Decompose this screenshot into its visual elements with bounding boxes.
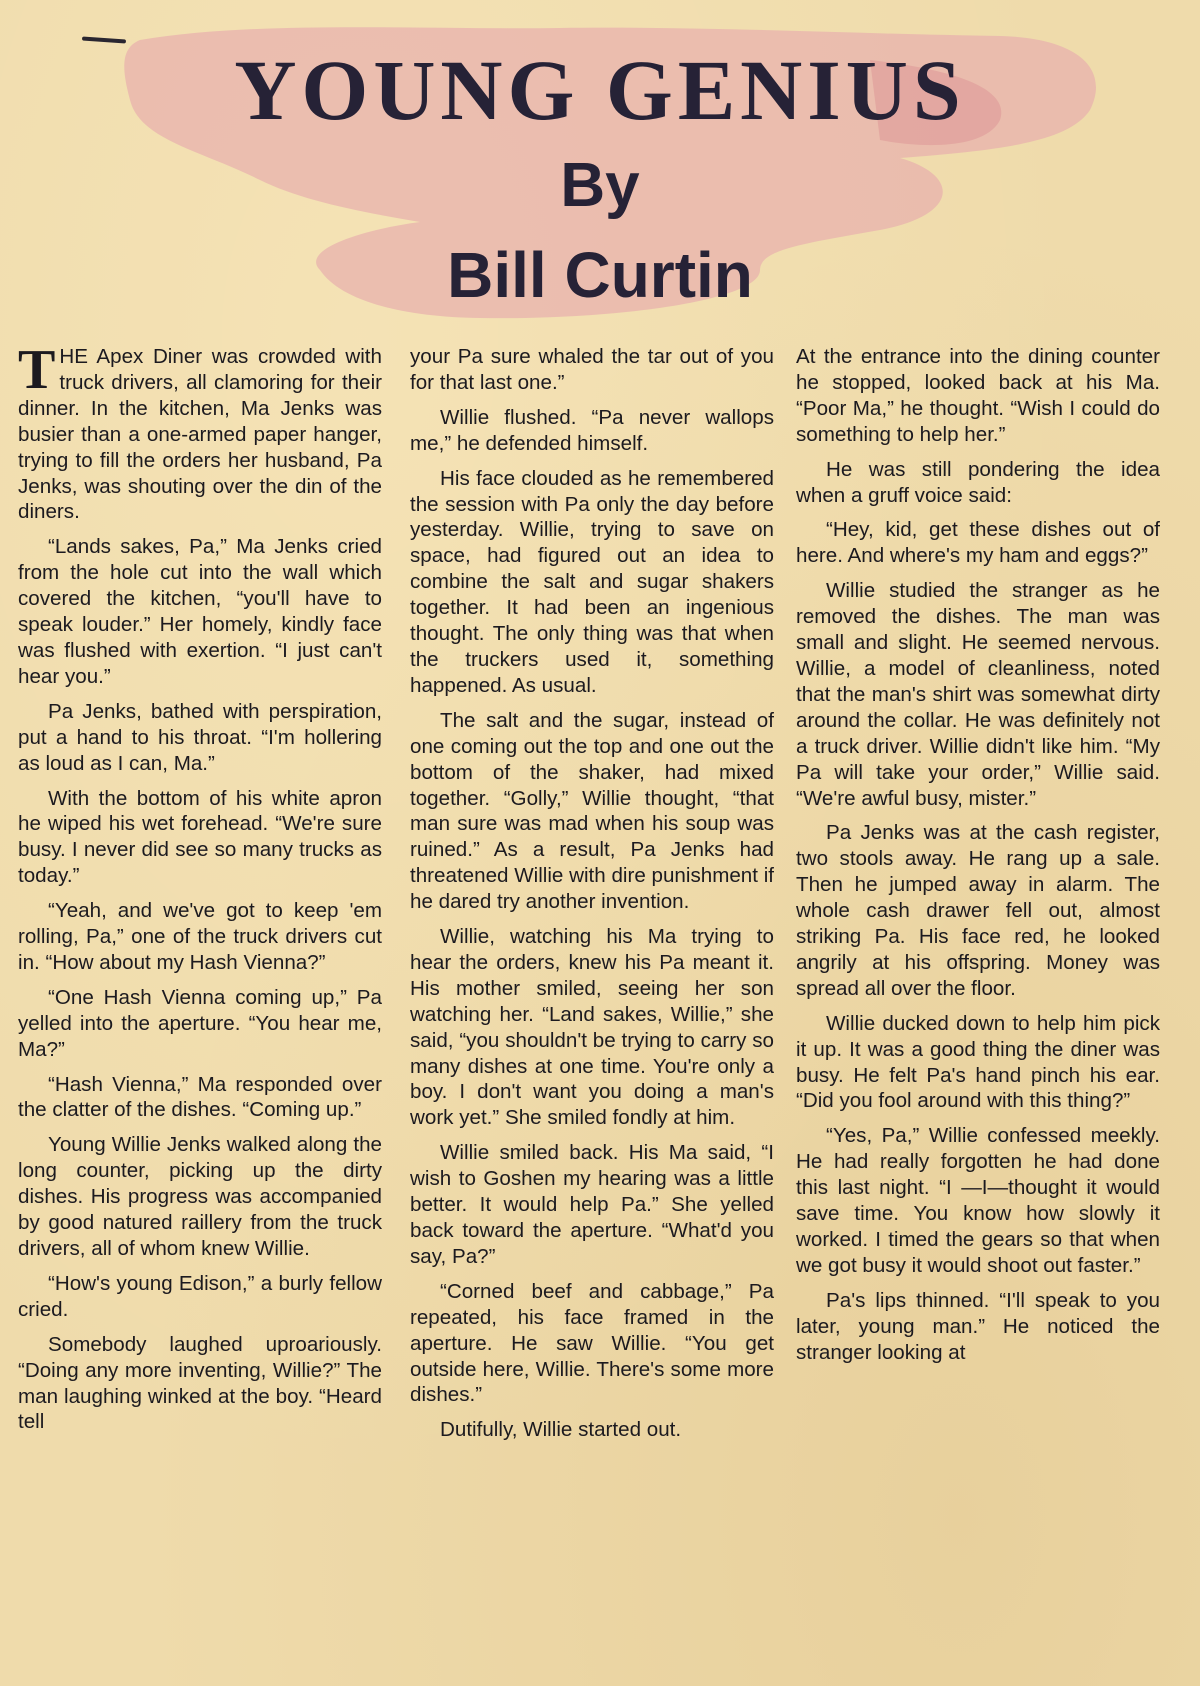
paragraph: “Corned beef and cabbage,” Pa repeated, his face framed in the aperture. He saw Willie. “You get outside here, Willie. There's some more dishes.” (410, 1279, 774, 1407)
paragraph: “One Hash Vienna coming up,” Pa yelled into the aperture. “You hear me, Ma?” (18, 985, 382, 1061)
text-column-3 (796, 344, 1160, 1674)
text-column-1 (18, 344, 382, 1674)
byline: By (560, 151, 640, 220)
paragraph: “How's young Edison,” a burly fellow cried. (18, 1271, 382, 1321)
opening-paragraph-text: HE Apex Diner was crowded with truck drivers, all clamoring for their dinner. In the kitchen, Ma Jenks was busier than a one-armed paper hanger, trying to fill the orders her husband, Pa Jenks, was shouting over the din of the diners. (18, 345, 382, 524)
paragraph: Somebody laughed uproariously. “Doing any more inventing, Willie?” The man laughing winked at the boy. “Heard tell (18, 1332, 382, 1434)
text-column-2 (410, 344, 774, 1674)
paragraph: Pa's lips thinned. “I'll speak to you later, young man.” He noticed the stranger looking at (796, 1288, 1160, 1364)
paragraph: “Yeah, and we've got to keep 'em rolling, Pa,” one of the truck drivers cut in. “How about my Hash Vienna?” (18, 899, 382, 974)
paragraph: The salt and the sugar, instead of one coming out the top and one out the bottom of the shaker, had mixed together. “Golly,” Willie thought, “that man sure was mad when his soup was ruined.” As a result, Pa Jenks had threatened Willie with dire punishment if he dared try another invention. (410, 708, 774, 914)
continued-paragraph: your Pa sure whaled the tar out of you for that last one.” (410, 345, 774, 394)
paragraph: “Hey, kid, get these dishes out of here. And where's my ham and eggs?” (796, 518, 1160, 568)
paragraph: With the bottom of his white apron he wiped his wet forehead. “We're sure busy. I never did see so many trucks as today.” (18, 786, 382, 888)
paragraph: Willie, watching his Ma trying to hear the orders, knew his Pa meant it. His mother smiled, seeing her son watching her. “Land sakes, Willie,” she said, “you shouldn't be trying to carry so many dishes at one time. You're only a boy. I don't want you doing a man's work yet.” She smiled fondly at him. (410, 925, 774, 1130)
paragraph: Dutifully, Willie started out. (440, 1418, 682, 1442)
paragraph: Willie flushed. “Pa never wallops me,” he defended himself. (410, 405, 774, 455)
paragraph: Pa Jenks was at the cash register, two stools away. He rang up a sale. Then he jumped away in alarm. The whole cash drawer fell out, almost striking Pa. His face red, he looked angrily at his offspring. Money was spread all over the floor. (796, 821, 1160, 1000)
paragraph: Young Willie Jenks walked along the long counter, picking up the dirty dishes. His progress was accompanied by good natured raillery from the truck drivers, all of whom knew Willie. (18, 1133, 382, 1260)
paragraph: Willie smiled back. His Ma said, “I wish to Goshen my hearing was a little better. It would help Pa.” She yelled back toward the aperture. “What'd you say, Pa?” (410, 1141, 774, 1268)
paragraph: Pa Jenks, bathed with perspiration, put a hand to his throat. “I'm hollering as loud as I can, Ma.” (18, 699, 382, 775)
continued-paragraph: At the entrance into the dining counter he stopped, looked back at his Ma. “Poor Ma,” he thought. “Wish I could do something to help her.” (796, 345, 1160, 446)
paragraph: His face clouded as he remembered the session with Pa only the day before yesterday. Willie, trying to save on space, had figured out an idea to combine the salt and sugar shakers together. It had been an ingenious thought. The only thing was that when the truckers used it, something happened. As usual. (410, 466, 774, 697)
drop-cap: T (18, 344, 56, 401)
story-title: YOUNG GENIUS (234, 42, 966, 138)
paragraph: Willie studied the stranger as he removed the dishes. The man was small and slight. He seemed nervous. Willie, a model of cleanliness, noted that the man's shirt was somewhat dirty around the collar. He was definitely not a truck driver. Willie didn't like him. “My Pa will take your order,” Willie said. “We're awful busy, mister.” (796, 579, 1160, 810)
paragraph: “Yes, Pa,” Willie confessed meekly. He had really forgotten he had done this last night. “I —I—thought it would save time. You know how slowly it worked. I timed the gears so that when we got busy it would shoot out faster.” (796, 1124, 1160, 1277)
paragraph: “Lands sakes, Pa,” Ma Jenks cried from the hole cut into the wall which covered the kitchen, “you'll have to speak louder.” Her homely, kindly face was flushed with exertion. “I just can't hear you.” (18, 535, 382, 688)
paragraph: He was still pondering the idea when a gruff voice said: (796, 457, 1160, 507)
paragraph: “Hash Vienna,” Ma responded over the clatter of the dishes. “Coming up.” (18, 1072, 382, 1122)
paragraph: Willie ducked down to help him pick it up. It was a good thing the diner was busy. He felt Pa's hand pinch his ear. “Did you fool around with this thing?” (796, 1011, 1160, 1113)
opening-paragraph (18, 344, 382, 525)
author-name: Bill Curtin (447, 239, 753, 311)
